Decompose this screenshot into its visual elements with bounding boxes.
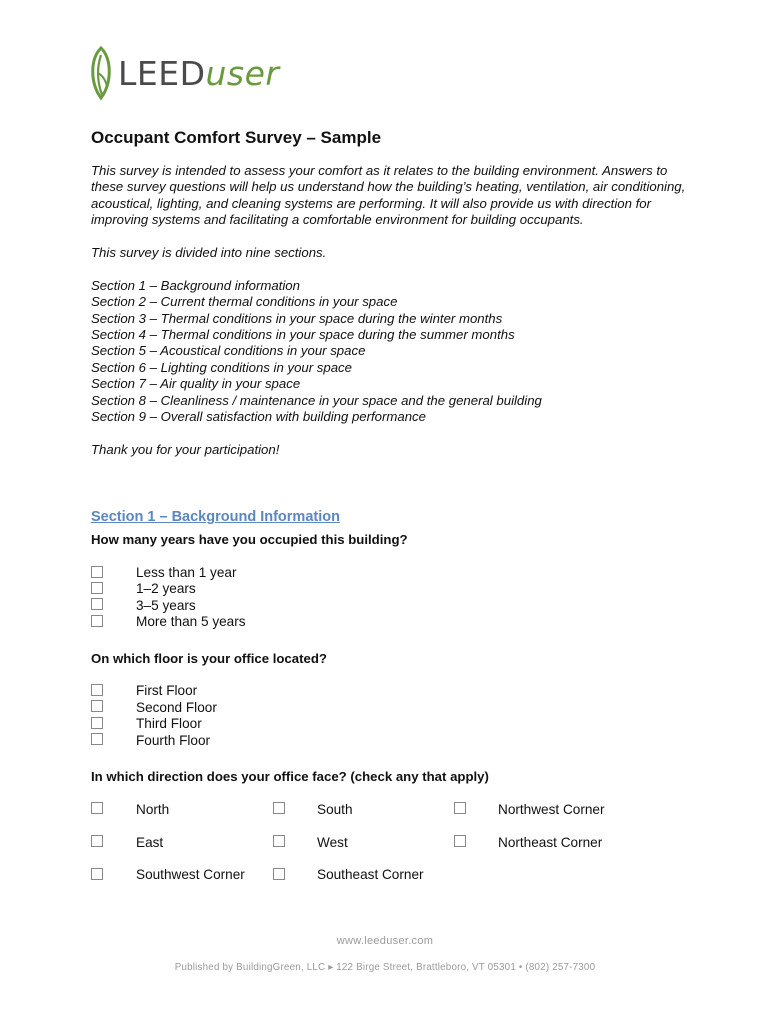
checkbox-north[interactable] — [91, 802, 103, 814]
option-label: Less than 1 year — [136, 564, 237, 580]
option-label: Third Floor — [136, 715, 202, 731]
option-label: Southeast Corner — [317, 866, 424, 882]
option-label: More than 5 years — [136, 613, 246, 629]
section-list-item: Section 4 – Thermal conditions in your space during the summer months — [91, 326, 515, 342]
option-label: South — [317, 801, 353, 817]
logo-leed-text: LEED — [118, 53, 206, 93]
option-label: Southwest Corner — [136, 866, 245, 882]
intro-paragraph: This survey is intended to assess your comfort as it relates to the building environment. Answers to these survey questions will help us understand how the building’s heating, ventilation, air conditioning, acoustical, lighting, and cleaning systems are performing. It will also provide us with direction for improving systems and facilitating a comfortable environment for building occupants. — [91, 163, 686, 228]
option-label: Fourth Floor — [136, 732, 211, 748]
checkbox-floor-3[interactable] — [91, 717, 103, 729]
section-list-item: Section 8 – Cleanliness / maintenance in your space and the general building — [91, 392, 542, 408]
divided-note: This survey is divided into nine sections. — [91, 245, 327, 261]
section1-heading[interactable]: Section 1 – Background Information — [91, 509, 340, 525]
option-label: First Floor — [136, 682, 198, 698]
question-floor: On which floor is your office located? — [91, 651, 327, 666]
question-years: How many years have you occupied this building? — [91, 532, 408, 547]
question-direction: In which direction does your office face? (check any that apply) — [91, 769, 489, 784]
section-list-item: Section 3 – Thermal conditions in your space during the winter months — [91, 310, 503, 326]
option-label: 1–2 years — [136, 580, 196, 596]
checkbox-northeast-corner[interactable] — [454, 835, 466, 847]
footer-publisher: Published by BuildingGreen, LLC ▸ 122 Birge Street, Brattleboro, VT 05301 • (802) 257-7300 — [174, 962, 596, 973]
section-list-item: Section 2 – Current thermal conditions in your space — [91, 294, 398, 310]
section-list-item: Section 6 – Lighting conditions in your space — [91, 359, 352, 375]
footer-url[interactable]: www.leeduser.com — [336, 935, 434, 947]
checkbox-years-1[interactable] — [91, 566, 103, 578]
checkbox-floor-1[interactable] — [91, 684, 103, 696]
section-list-item: Section 1 – Background information — [91, 277, 300, 293]
checkbox-years-3[interactable] — [91, 598, 103, 610]
logo-user-text: user — [205, 53, 280, 93]
option-label: Second Floor — [136, 699, 217, 715]
option-label: East — [136, 834, 164, 850]
checkbox-southeast-corner[interactable] — [273, 868, 285, 880]
checkbox-floor-2[interactable] — [91, 700, 103, 712]
checkbox-northwest-corner[interactable] — [454, 802, 466, 814]
page-title: Occupant Comfort Survey – Sample — [91, 128, 382, 147]
checkbox-years-4[interactable] — [91, 615, 103, 627]
option-label: West — [317, 834, 348, 850]
checkbox-west[interactable] — [273, 835, 285, 847]
section-list-item: Section 7 – Air quality in your space — [91, 376, 301, 392]
checkbox-southwest-corner[interactable] — [91, 868, 103, 880]
option-label: Northwest Corner — [498, 801, 605, 817]
option-label: North — [136, 801, 170, 817]
checkbox-years-2[interactable] — [91, 582, 103, 594]
section-list-item: Section 9 – Overall satisfaction with building performance — [91, 408, 426, 424]
checkbox-east[interactable] — [91, 835, 103, 847]
checkbox-floor-4[interactable] — [91, 733, 103, 745]
section1 — [91, 0, 711, 1024]
checkbox-south[interactable] — [273, 802, 285, 814]
option-label: Northeast Corner — [498, 834, 603, 850]
section-list-item: Section 5 – Acoustical conditions in your space — [91, 343, 366, 359]
option-label: 3–5 years — [136, 597, 196, 613]
thank-you-note: Thank you for your participation! — [91, 441, 280, 457]
